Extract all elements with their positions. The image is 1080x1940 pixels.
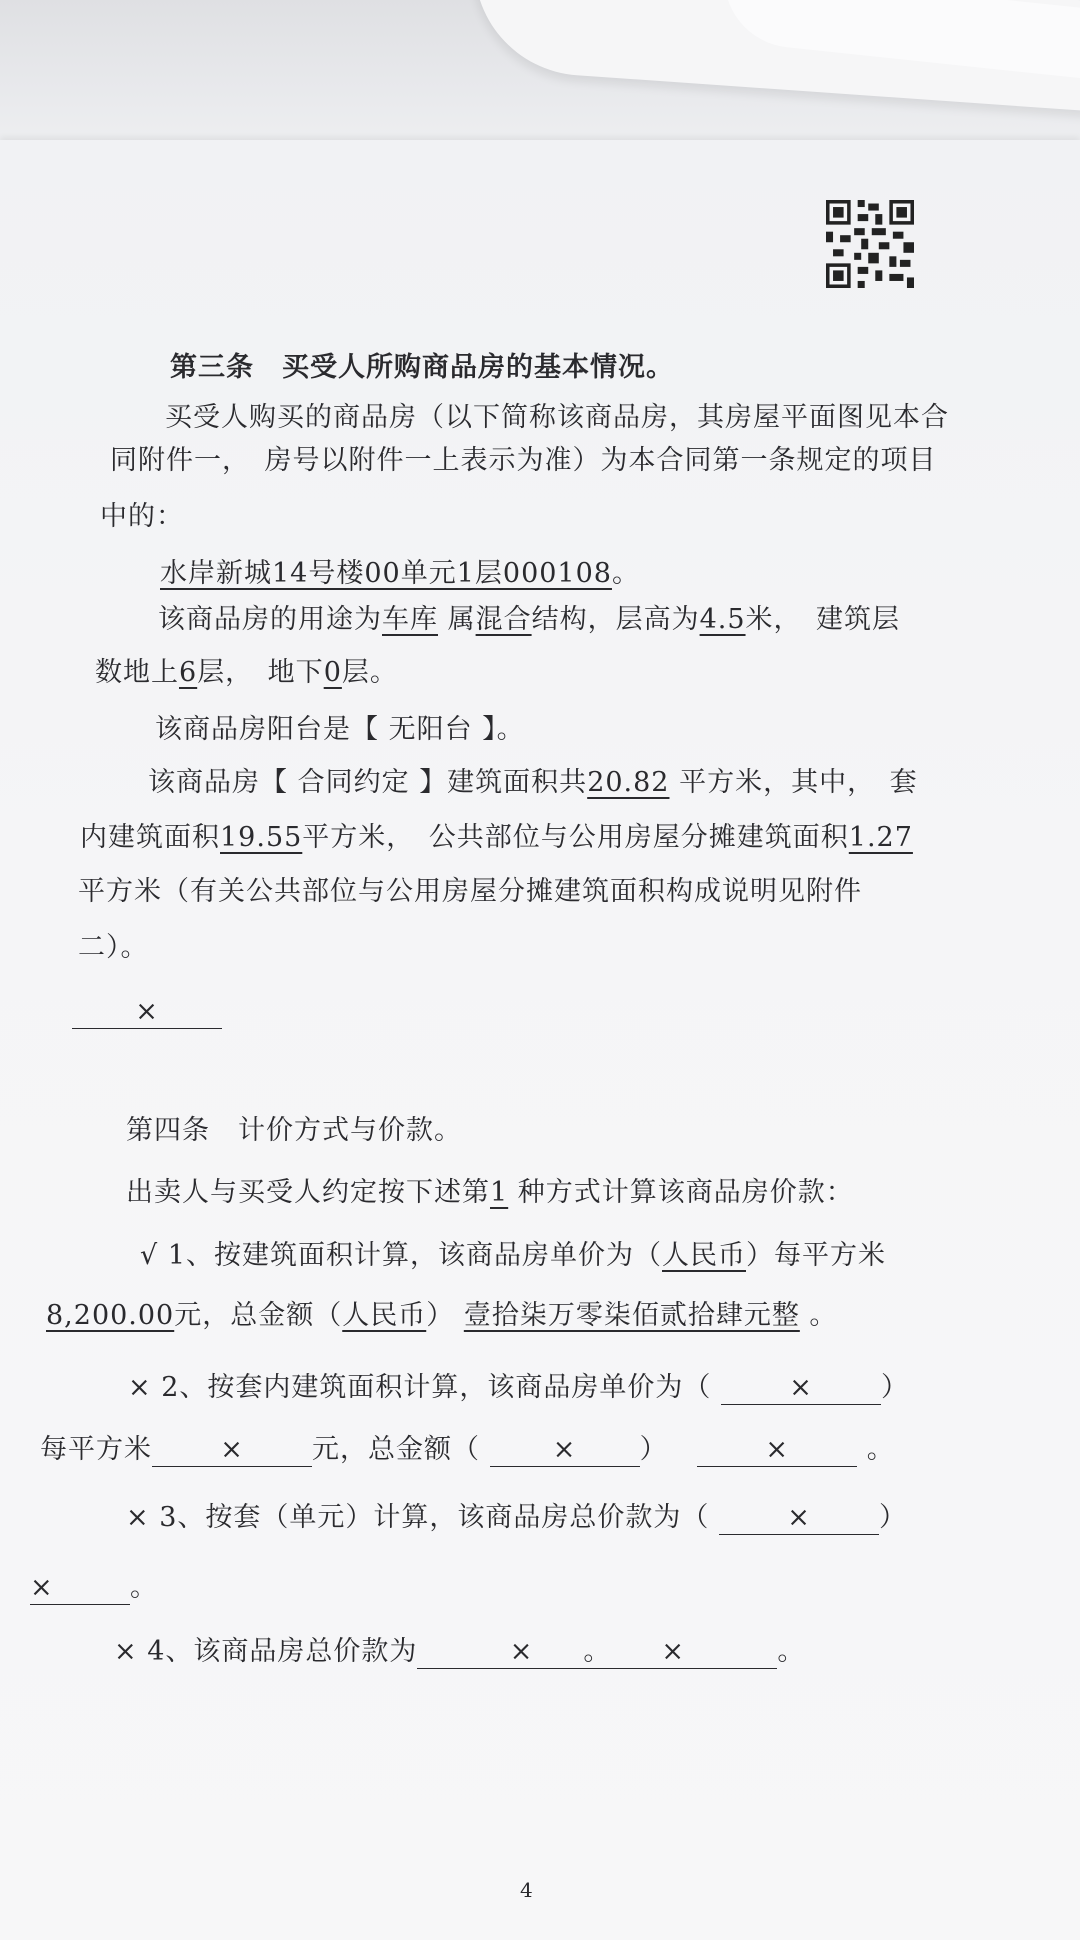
structure-value: 混合 <box>475 604 532 635</box>
method-1-currency: 人民币 <box>662 1240 746 1271</box>
method-2-text: 2、按套内建筑面积计算，该商品房单价为（ <box>161 1372 712 1403</box>
method-3-blank: × <box>719 1502 879 1535</box>
method-3-blank: × <box>30 1572 130 1605</box>
method-1-text: ）每平方米 <box>746 1240 886 1271</box>
extra-terms-blank: × <box>72 996 222 1029</box>
method-4-value: × <box>661 1636 686 1667</box>
floors-above-value: 6 <box>179 657 198 688</box>
method-1-text: 1、按建筑面积计算，该商品房单价为（ <box>167 1240 662 1271</box>
method-2-text: ） <box>881 1372 909 1403</box>
method-2-end: 。 <box>866 1434 895 1465</box>
inner-area-label: 内建筑面积 <box>80 822 220 853</box>
qr-code-icon <box>820 200 920 288</box>
article-3-paragraph-line: 买受人购买的商品房（以下简称该商品房，其房屋平面图见本合 <box>165 402 949 433</box>
unit-number-line <box>160 556 640 592</box>
page-number: 4 <box>520 1878 533 1902</box>
method-3-end: 。 <box>130 1572 158 1603</box>
method-2-line-2 <box>40 1432 895 1468</box>
method-2-text: 元，总金额（ <box>312 1434 480 1465</box>
article-4-heading: 第四条 计价方式与价款。 <box>126 1115 462 1146</box>
method-1-line <box>140 1238 886 1274</box>
area-line <box>148 765 918 801</box>
unit-price-value: 8,200.00 <box>46 1300 175 1331</box>
article-3-paragraph-line: 同附件一， 房号以附件一上表示为准）为本合同第一条规定的项目 <box>110 445 937 476</box>
note-line: 平方米（有关公共部位与公用房屋分摊建筑面积构成说明见附件 <box>78 876 862 907</box>
usage-line <box>158 602 900 638</box>
floors-line <box>95 655 398 691</box>
cross-icon: × <box>126 1502 150 1533</box>
floors-label: 数地上 <box>95 657 179 688</box>
area-text: 】建筑面积共 <box>419 767 588 798</box>
article-3-heading: 第三条 买受人所购商品房的基本情况。 <box>170 352 674 383</box>
usage-value: 车库 <box>382 604 438 635</box>
area-type-value: 合同约定 <box>297 767 410 798</box>
usage-text: 结构，层高为 <box>531 604 700 635</box>
method-2-blank: × <box>490 1434 640 1467</box>
method-1-end: 。 <box>809 1300 838 1331</box>
shared-area-value: 1.27 <box>848 822 913 853</box>
unit-number-value: 水岸新城14号楼00单元1层000108 <box>160 558 612 589</box>
balcony-value: 无阳台 <box>388 714 473 745</box>
method-1-currency: 人民币 <box>342 1300 427 1331</box>
method-1-text: ） <box>426 1300 455 1331</box>
pricing-intro-text: 出卖人与买受人约定按下述第 <box>126 1177 490 1208</box>
pricing-method-intro <box>126 1175 854 1211</box>
unit-end-mark: 。 <box>611 558 640 589</box>
method-2-blank: × <box>152 1434 312 1467</box>
inner-area-value: 19.55 <box>220 822 303 853</box>
shared-area-label: 平方米， 公共部位与公用房屋分摊建筑面积 <box>302 822 849 853</box>
balcony-text: 】。 <box>482 714 525 745</box>
method-2-blank: × <box>721 1372 881 1405</box>
method-2-text: ） <box>639 1434 668 1465</box>
cross-icon: × <box>114 1636 138 1667</box>
method-4-value: × <box>509 1636 534 1667</box>
floors-text: 层， 地下 <box>197 657 324 688</box>
method-3-text: 3、按套（单元）计算，该商品房总价款为（ <box>159 1502 710 1533</box>
area-label: 该商品房【 <box>148 767 288 798</box>
extra-terms-line <box>72 994 222 1030</box>
check-icon: √ <box>140 1240 159 1271</box>
usage-label: 该商品房的用途为 <box>158 604 382 635</box>
method-2-line <box>128 1370 909 1406</box>
article-3-paragraph-line: 中的： <box>100 501 184 532</box>
floors-text: 层。 <box>341 657 398 688</box>
height-value: 4.5 <box>699 604 746 635</box>
method-1-text: 元，总金额（ <box>174 1300 343 1331</box>
method-4-line <box>114 1634 805 1670</box>
cross-icon: × <box>128 1372 152 1403</box>
method-3-line-2 <box>30 1570 158 1606</box>
method-4-text: 4、该商品房总价款为 <box>147 1636 418 1667</box>
balcony-label: 该商品房阳台是【 <box>155 714 379 745</box>
method-2-blank: × <box>697 1434 857 1467</box>
method-3-line <box>126 1500 907 1536</box>
method-1-line-2 <box>46 1298 837 1334</box>
method-4-end: 。 <box>777 1636 806 1667</box>
method-3-text: ） <box>879 1502 907 1533</box>
usage-text: 米， 建筑层 <box>745 604 901 635</box>
area-text: 平方米，其中， 套 <box>679 767 918 798</box>
total-amount-value: 壹拾柒万零柒佰贰拾肆元整 <box>463 1300 800 1331</box>
note-line: 二）。 <box>78 932 149 963</box>
method-4-dot: 。 <box>583 1636 612 1667</box>
balcony-line <box>155 712 525 748</box>
floors-below-value: 0 <box>323 657 342 688</box>
method-number-value: 1 <box>490 1177 509 1208</box>
inner-area-line <box>80 820 913 856</box>
method-2-text: 每平方米 <box>40 1434 152 1465</box>
pricing-intro-text: 种方式计算该商品房价款： <box>517 1177 854 1208</box>
usage-text: 属 <box>447 604 476 635</box>
area-total-value: 20.82 <box>587 767 670 798</box>
method-4-blank <box>417 1636 777 1669</box>
